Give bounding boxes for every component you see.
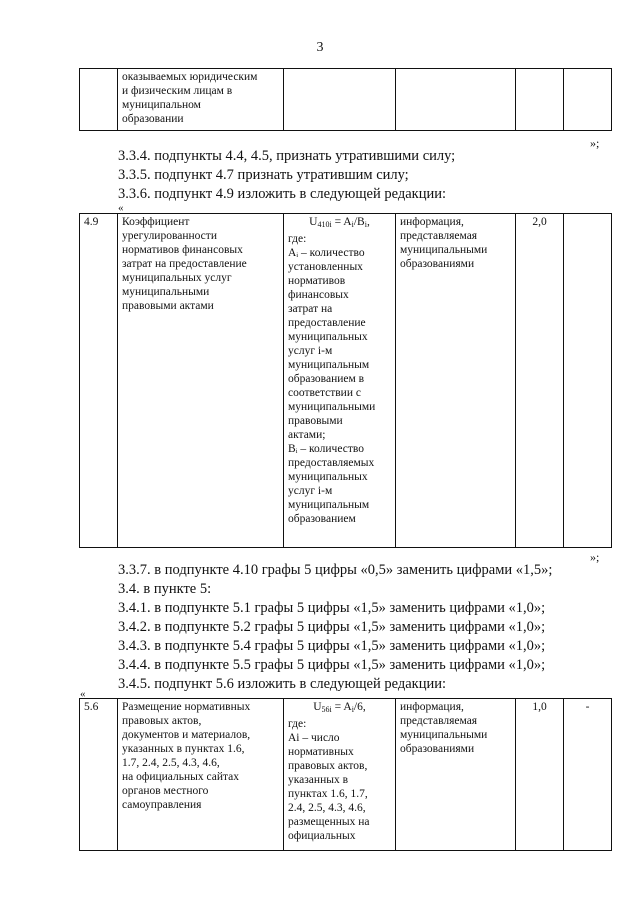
paragraph: 3.3.7. в подпункте 4.10 графы 5 цифры «0,5» заменить цифрами «1,5»; [118,562,553,578]
cell-line: 1.7, 2.4, 2.5, 4.3, 4.6, [122,757,220,769]
cell-line: актами; [288,429,326,441]
cell-source [396,69,516,131]
paragraph: 3.4.2. в подпункте 5.2 графы 5 цифры «1,5» заменить цифрами «1,0»; [118,619,546,635]
cell-line: муниципальными [400,244,488,256]
cell-line: указанных в пунктах 1.6, [122,743,245,755]
cell-line: образовании [122,113,184,125]
cell-source [396,699,516,851]
cell-line: затрат на [288,303,333,315]
cell-line: муниципальным [288,359,370,371]
close-quote: »; [590,550,600,564]
cell-line: установленных [288,261,363,273]
cell-line: на официальных сайтах [122,771,240,783]
cell-line: пунктах 1.6, 1.7, [288,788,368,800]
cell-extra [564,214,612,548]
paragraph: 3.3.6. подпункт 4.9 изложить в следующей редакции: [118,186,447,202]
cell-line: муниципальном [122,99,201,111]
cell-line: органов местного [122,785,209,797]
table-row [80,699,612,851]
cell-line: финансовых [288,289,349,301]
open-quote: « [80,688,86,700]
paragraph: 3.4.5. подпункт 5.6 изложить в следующей редакции: [118,676,447,692]
cell-formula [284,69,396,131]
formula: $U_{56i} = A_i/6$, [313,701,366,714]
formula: $U_{410i} = A_i/B_i$, [309,216,370,229]
cell-line: затрат на предоставление [122,258,247,270]
cell-line: документов и материалов, [122,729,251,741]
cell-line: представляемая [400,715,478,727]
cell-value: 2,0 [516,214,564,548]
cell-line: образованием в [288,373,365,385]
cell-line: предоставление [288,317,366,329]
paragraph: 3.4. в пункте 5: [118,581,212,597]
cell-line: представляемая [400,230,478,242]
cell-line: услуг i-м [288,485,333,497]
cell-line: указанных в [288,774,349,786]
cell-line: размещенных на [288,816,370,828]
cell-line: правовых актов, [288,760,368,772]
cell-line: где: [288,718,307,730]
cell-value [516,69,564,131]
cell-line: образованием [288,513,356,525]
cell-num: 4.9 [80,214,118,548]
paragraph: 3.3.4. подпункты 4.4, 4.5, признать утратившими силу; [118,148,456,164]
cell-line: оказываемых юридическим [122,71,258,83]
cell-line: образованиями [400,743,475,755]
cell-formula [284,699,396,851]
cell-line: Размещение нормативных [122,701,251,713]
cell-line: правовых актов, [122,715,202,727]
cell-source [396,214,516,548]
paragraph: 3.4.1. в подпункте 5.1 графы 5 цифры «1,5» заменить цифрами «1,0»; [118,600,546,616]
cell-line: официальных [288,830,356,842]
cell-line: муниципальным [288,499,370,511]
paragraph: 3.4.4. в подпункте 5.5 графы 5 цифры «1,5» заменить цифрами «1,0»; [118,657,546,673]
cell-line: нормативов [288,275,346,287]
cell-line: 2.4, 2.5, 4.3, 4.6, [288,802,366,814]
cell-name [118,214,284,548]
cell-line: соответствии с [288,387,361,399]
cell-name [118,699,284,851]
cell-extra [564,69,612,131]
cell-line: и физическим лицам в [122,85,233,97]
table-row [80,69,612,131]
cell-num [80,69,118,131]
cell-line: правовыми [288,415,343,427]
cell-line: образованиями [400,258,475,270]
cell-extra: - [564,699,612,851]
paragraph: 3.4.3. в подпункте 5.4 графы 5 цифры «1,5» заменить цифрами «1,0»; [118,638,546,654]
cell-line: Aᵢ – количество [288,247,365,259]
cell-line: правовыми актами [122,300,214,312]
table-item-5-6 [79,698,612,851]
cell-line: Коэффициент [122,216,190,228]
table-continuation [79,68,612,131]
cell-line: предоставляемых [288,457,375,469]
cell-line: самоуправления [122,799,202,811]
cell-line: Bᵢ – количество [288,443,364,455]
cell-line: услуг i-м [288,345,333,357]
cell-line: нормативов финансовых [122,244,243,256]
cell-line: Ai – число [288,732,340,744]
close-quote: »; [590,136,600,150]
table-item-4-9 [79,213,612,548]
cell-formula [284,214,396,548]
cell-line: информация, [400,701,464,713]
cell-name [118,69,284,131]
cell-line: муниципальными [400,729,488,741]
cell-line: муниципальных услуг [122,272,232,284]
cell-line: информация, [400,216,464,228]
paragraph: 3.3.5. подпункт 4.7 признать утратившим силу; [118,167,409,183]
cell-line: муниципальными [288,401,376,413]
cell-line: где: [288,233,307,245]
cell-line: муниципальными [122,286,210,298]
cell-value: 1,0 [516,699,564,851]
cell-line: муниципальных [288,471,368,483]
cell-line: нормативных [288,746,354,758]
cell-line: муниципальных [288,331,368,343]
cell-line: урегулированности [122,230,217,242]
open-quote: « [118,202,124,214]
cell-num: 5.6 [80,699,118,851]
table-row [80,214,612,548]
page-number: 3 [316,40,324,55]
